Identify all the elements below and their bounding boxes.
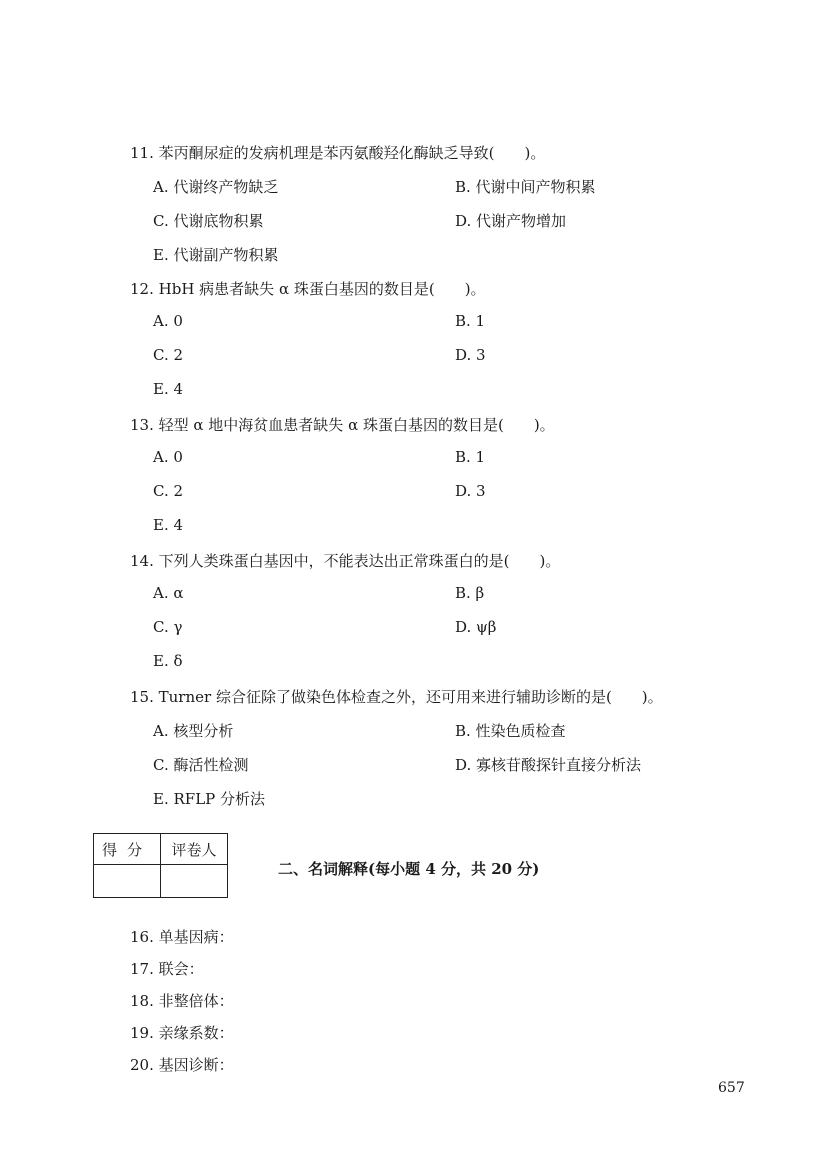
question-number: 14.	[130, 552, 154, 570]
question-text: Turner 综合征除了做染色体检查之外，还可用来进行辅助诊断的是( )。	[158, 688, 663, 706]
term-number: 18.	[130, 992, 154, 1010]
grader-cell	[161, 865, 228, 898]
page-number: 657	[718, 1080, 745, 1096]
question-14	[130, 550, 560, 571]
term-text: 基因诊断：	[158, 1056, 234, 1074]
term-19	[130, 1022, 234, 1043]
question-text: 轻型 α 地中海贫血患者缺失 α 珠蛋白基因的数目是( )。	[158, 416, 555, 434]
term-16	[130, 926, 234, 947]
option-b: B. 1	[455, 448, 486, 466]
section-title: 二、名词解释(每小题 4 分，共 20 分)	[278, 860, 540, 878]
term-20	[130, 1054, 234, 1075]
question-number: 15.	[130, 688, 154, 706]
question-12	[130, 278, 486, 299]
option-c: C. 酶活性检测	[153, 756, 249, 774]
option-e: E. RFLP 分析法	[153, 790, 266, 808]
option-b: B. 代谢中间产物积累	[455, 178, 596, 196]
option-e: E. 4	[153, 516, 184, 534]
option-c: C. 2	[153, 482, 184, 500]
term-number: 16.	[130, 928, 154, 946]
term-text: 联会：	[158, 960, 204, 978]
option-c: C. γ	[153, 618, 183, 636]
term-number: 19.	[130, 1024, 154, 1042]
option-d: D. 3	[455, 346, 486, 364]
term-text: 非整倍体：	[158, 992, 234, 1010]
question-11	[130, 142, 545, 163]
option-e: E. δ	[153, 652, 183, 670]
question-number: 11.	[130, 144, 154, 162]
term-17	[130, 958, 204, 979]
question-text: HbH 病患者缺失 α 珠蛋白基因的数目是( )。	[158, 280, 486, 298]
option-c: C. 2	[153, 346, 184, 364]
option-d: D. 代谢产物增加	[455, 212, 567, 230]
question-text: 下列人类珠蛋白基因中，不能表达出正常珠蛋白的是( )。	[158, 552, 561, 570]
term-18	[130, 990, 234, 1011]
option-b: B. 1	[455, 312, 486, 330]
option-a: A. α	[153, 584, 184, 602]
option-e: E. 代谢副产物积累	[153, 246, 279, 264]
score-cell	[94, 865, 161, 898]
option-b: B. 性染色质检查	[455, 722, 566, 740]
grader-header: 评卷人	[161, 834, 228, 865]
option-a: A. 0	[153, 448, 183, 466]
option-a: A. 0	[153, 312, 183, 330]
option-a: A. 核型分析	[153, 722, 234, 740]
option-e: E. 4	[153, 380, 184, 398]
option-d: D. 3	[455, 482, 486, 500]
question-number: 12.	[130, 280, 154, 298]
option-a: A. 代谢终产物缺乏	[153, 178, 279, 196]
question-15	[130, 686, 663, 707]
score-table	[93, 833, 228, 898]
score-header: 得分	[94, 834, 161, 865]
option-d: D. 寡核苷酸探针直接分析法	[455, 756, 642, 774]
option-c: C. 代谢底物积累	[153, 212, 264, 230]
term-text: 单基因病：	[158, 928, 234, 946]
question-13	[130, 414, 555, 435]
option-b: B. β	[455, 584, 485, 602]
term-number: 17.	[130, 960, 154, 978]
term-number: 20.	[130, 1056, 154, 1074]
option-d: D. ψβ	[455, 618, 497, 636]
question-text: 苯丙酮尿症的发病机理是苯丙氨酸羟化酶缺乏导致( )。	[158, 144, 546, 162]
term-text: 亲缘系数：	[158, 1024, 234, 1042]
question-number: 13.	[130, 416, 154, 434]
